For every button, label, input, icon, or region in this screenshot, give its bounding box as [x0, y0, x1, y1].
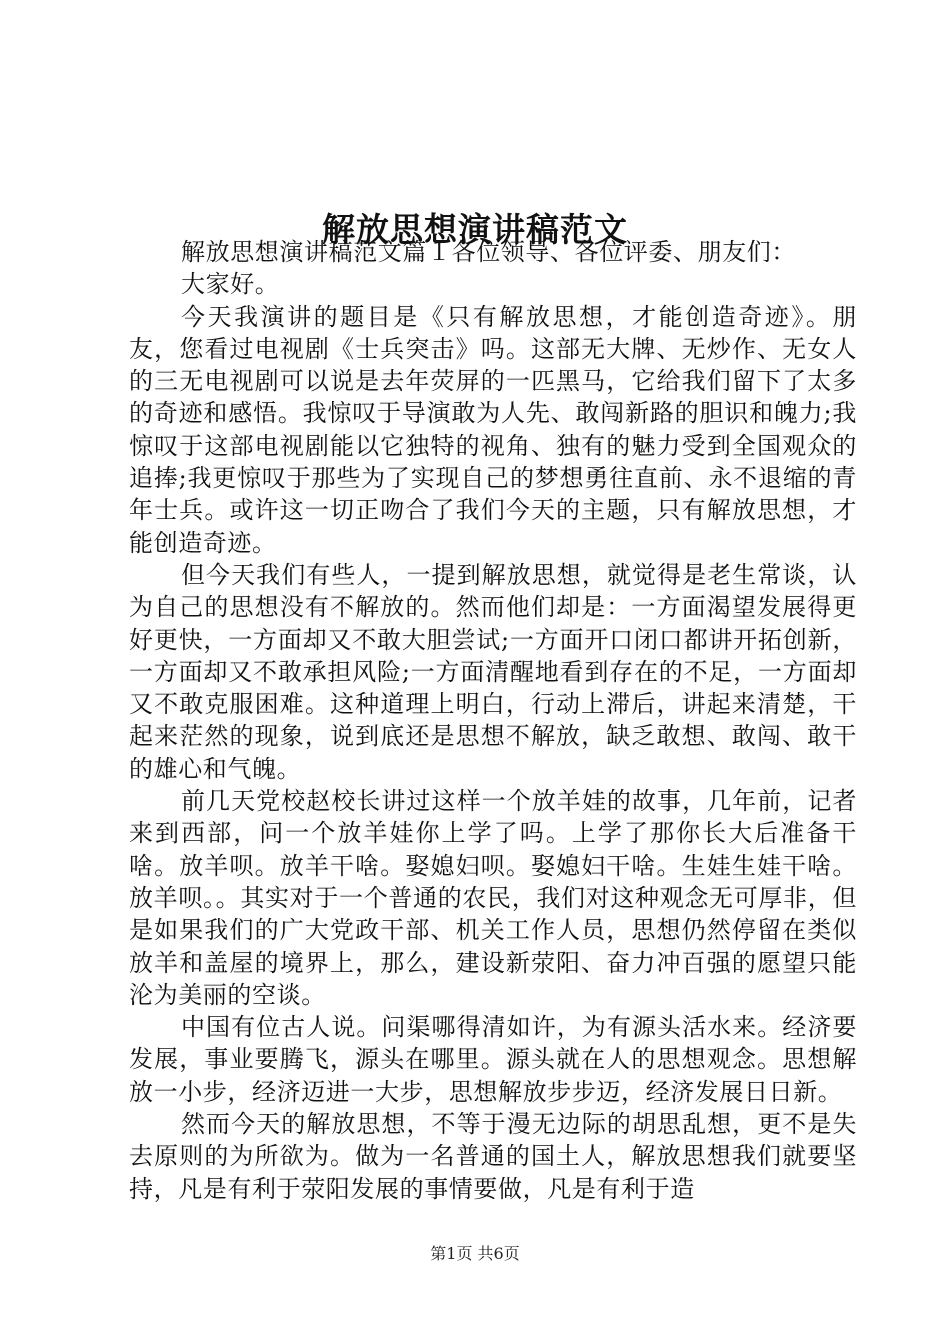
page-number-footer: 第1页 共6页: [430, 1244, 520, 1263]
document-title: 解放思想演讲稿范文: [322, 210, 628, 250]
paragraph-1: 解放思想演讲稿范文篇１各位领导、各位评委、朋友们：: [181, 238, 796, 266]
paragraph-7: 然而今天的解放思想，不等于漫无边际的胡思乱想，更不是失去原则的为所欲为。做为一名普通的国土人，解放思想我们就要坚持，凡是有利于荥阳发展的事情要做，凡是有利于造: [129, 1110, 857, 1203]
paragraph-6: 中国有位古人说。问渠哪得清如许，为有源头活水来。经济要发展，事业要腾飞，源头在哪里。源头就在人的思想观念。思想解放一小步，经济迈进一大步，思想解放步步迈，经济发展日日新。: [129, 1013, 857, 1106]
paragraph-3: 今天我演讲的题目是《只有解放思想，才能创造奇迹》。朋友，您看过电视剧《士兵突击》吗。这部无大牌、无炒作、无女人的三无电视剧可以说是去年荧屏的一匹黑马，它给我们留下了太多的奇迹和感悟。我惊叹于导演敢为人先、敢闯新路的胆识和魄力;我惊叹于这部电视剧能以它独特的视角、独有的魅力受到全国观众的追捧;我更惊叹于那些为了实现自己的梦想勇往直前、永不退缩的青年士兵。或许这一切正吻合了我们今天的主题，只有解放思想，才能创造奇迹。: [129, 302, 857, 557]
document-body: [129, 236, 857, 1205]
paragraph-5: 前几天党校赵校长讲过这样一个放羊娃的故事，几年前，记者来到西部，问一个放羊娃你上学了吗。上学了那你长大后准备干啥。放羊呗。放羊干啥。娶媳妇呗。娶媳妇干啥。生娃生娃干啥。放羊呗。。其实对于一个普通的农民，我们对这种观念无可厚非，但是如果我们的广大党政干部、机关工作人员，思想仍然停留在类似放羊和盖屋的境界上，那么，建设新荥阳、奋力冲百强的愿望只能沦为美丽的空谈。: [129, 787, 857, 1009]
paragraph-2: 大家好。: [181, 270, 280, 299]
paragraph-4: 但今天我们有些人，一提到解放思想，就觉得是老生常谈，认为自己的思想没有不解放的。然而他们却是：一方面渴望发展得更好更快，一方面却又不敢大胆尝试;一方面开口闭口都讲开拓创新，一方面却又不敢承担风险;一方面清醒地看到存在的不足，一方面却又不敢克服困难。这种道理上明白，行动上滞后，讲起来清楚，干起来茫然的现象，说到底还是思想不解放，缺乏敢想、敢闯、敢干的雄心和气魄。: [129, 560, 857, 783]
